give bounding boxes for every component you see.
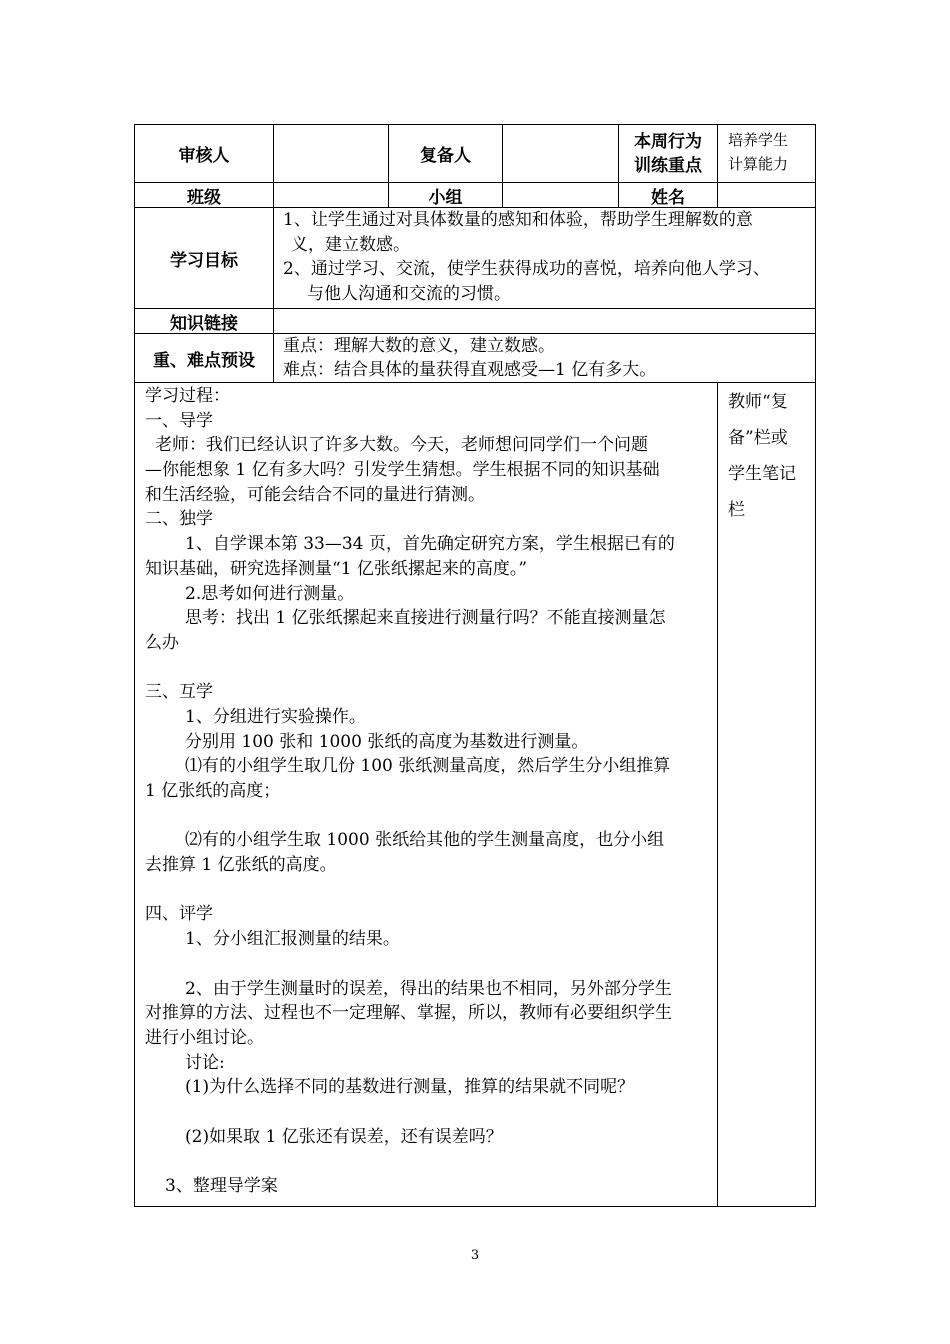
side-note-line: 学生笔记 (728, 464, 796, 484)
section-heading: 一、导学 (145, 410, 213, 431)
objective-line: 1、让学生通过对具体数量的感知和体验，帮助学生理解数的意 (283, 210, 753, 230)
process-line: 学习过程： (145, 386, 230, 406)
process-line: 知识基础，研究选择测量“1 亿张纸摞起来的高度。” (145, 558, 528, 579)
process-line: 和生活经验，可能会结合不同的量进行猜测。 (145, 484, 485, 505)
process-line: 2.思考如何进行测量。 (185, 583, 355, 604)
knowledge-link-value (274, 309, 815, 333)
reviewer-label: 审核人 (178, 146, 230, 166)
process-line: 进行小组讨论。 (145, 1027, 264, 1048)
discussion-question: (2)如果取 1 亿张还有误差，还有误差吗？ (185, 1126, 503, 1147)
objectives-label: 学习目标 (170, 250, 238, 271)
side-note-column (718, 384, 815, 1204)
row-divider (134, 382, 816, 383)
process-line: 1、分小组汇报测量的结果。 (185, 929, 400, 950)
process-line: 1、自学课本第 33—34 页，首先确定研究方案，学生根据已有的 (185, 534, 675, 555)
difficult-point-line: 难点：结合具体的量获得直观感受—1 亿有多大。 (283, 360, 657, 380)
class-value (274, 183, 388, 207)
co-preparer-label: 复备人 (420, 146, 471, 166)
key-point-line: 重点：理解大数的意义，建立数感。 (283, 336, 555, 356)
reviewer-value (274, 125, 388, 182)
weekly-focus-value-line1: 培养学生 (728, 131, 789, 149)
group-value (503, 183, 618, 207)
side-note-line: 栏 (728, 500, 745, 520)
blank-line (145, 804, 717, 829)
section-heading: 三、互学 (145, 682, 213, 703)
discussion-question: (1)为什么选择不同的基数进行测量，推算的结果就不同呢？ (185, 1077, 635, 1098)
learning-process (135, 384, 717, 1204)
process-line: 1、分组进行实验操作。 (185, 706, 366, 727)
process-line: 讨论: (185, 1052, 225, 1073)
weekly-focus-value-line2: 计算能力 (728, 155, 789, 173)
weekly-focus-label (619, 125, 717, 182)
process-line: 老师：我们已经认识了许多大数。今天，老师想问同学们一个问题 (155, 435, 648, 456)
knowledge-link-label: 知识链接 (170, 313, 238, 334)
group-label: 小组 (428, 187, 463, 208)
side-note-line: 教师“复 (728, 392, 788, 412)
key-points-content (274, 334, 815, 382)
blank-line (145, 656, 717, 681)
co-preparer-value (503, 125, 618, 182)
process-line: ⑴有的小组学生取几份 100 张纸测量高度，然后学生分小组推算 (185, 756, 671, 777)
name-value (718, 183, 815, 207)
table-border-bottom (134, 1206, 816, 1207)
objectives-content (274, 208, 815, 308)
process-line: —你能想象 1 亿有多大吗？引发学生猜想。学生根据不同的知识基础 (145, 460, 660, 481)
section-heading: 二、独学 (145, 509, 213, 530)
process-line: ⑵有的小组学生取 1000 张纸给其他的学生测量高度，也分小组 (185, 830, 665, 851)
side-note-line: 备”栏或 (728, 428, 788, 448)
process-line: 去推算 1 亿张纸的高度。 (145, 855, 337, 876)
blank-line (145, 952, 717, 977)
blank-line (145, 1149, 717, 1174)
process-line: 2、由于学生测量时的误差，得出的结果也不相同，另外部分学生 (185, 978, 672, 999)
process-line: 思考：找出 1 亿张纸摞起来直接进行测量行吗？不能直接测量怎 (185, 608, 666, 629)
name-label: 姓名 (651, 187, 685, 208)
objective-line: 与他人沟通和交流的习惯。 (307, 284, 511, 305)
objective-line: 2、通过学习、交流，使学生获得成功的喜悦，培养向他人学习、 (283, 259, 770, 280)
objective-line: 义，建立数感。 (291, 234, 410, 255)
key-points-label: 重、难点预设 (153, 350, 255, 371)
process-line: 么办 (145, 632, 179, 653)
section-heading: 四、评学 (145, 904, 213, 925)
weekly-focus-label-line2: 训练重点 (634, 155, 702, 176)
page-number: 3 (470, 1248, 480, 1263)
weekly-focus-label-line1: 本周行为 (634, 131, 702, 152)
process-line: 分别用 100 张和 1000 张纸的高度为基数进行测量。 (185, 731, 589, 752)
weekly-focus-value (718, 128, 815, 182)
process-line: 对推算的方法、过程也不一定理解、掌握，所以，教师有必要组织学生 (145, 1003, 672, 1024)
table-border-right (815, 124, 816, 1207)
process-line: 3、整理导学案 (165, 1176, 278, 1196)
process-line: 1 亿张纸的高度； (145, 781, 281, 801)
class-label: 班级 (187, 187, 221, 208)
blank-line (145, 1100, 717, 1125)
blank-line (145, 878, 717, 903)
